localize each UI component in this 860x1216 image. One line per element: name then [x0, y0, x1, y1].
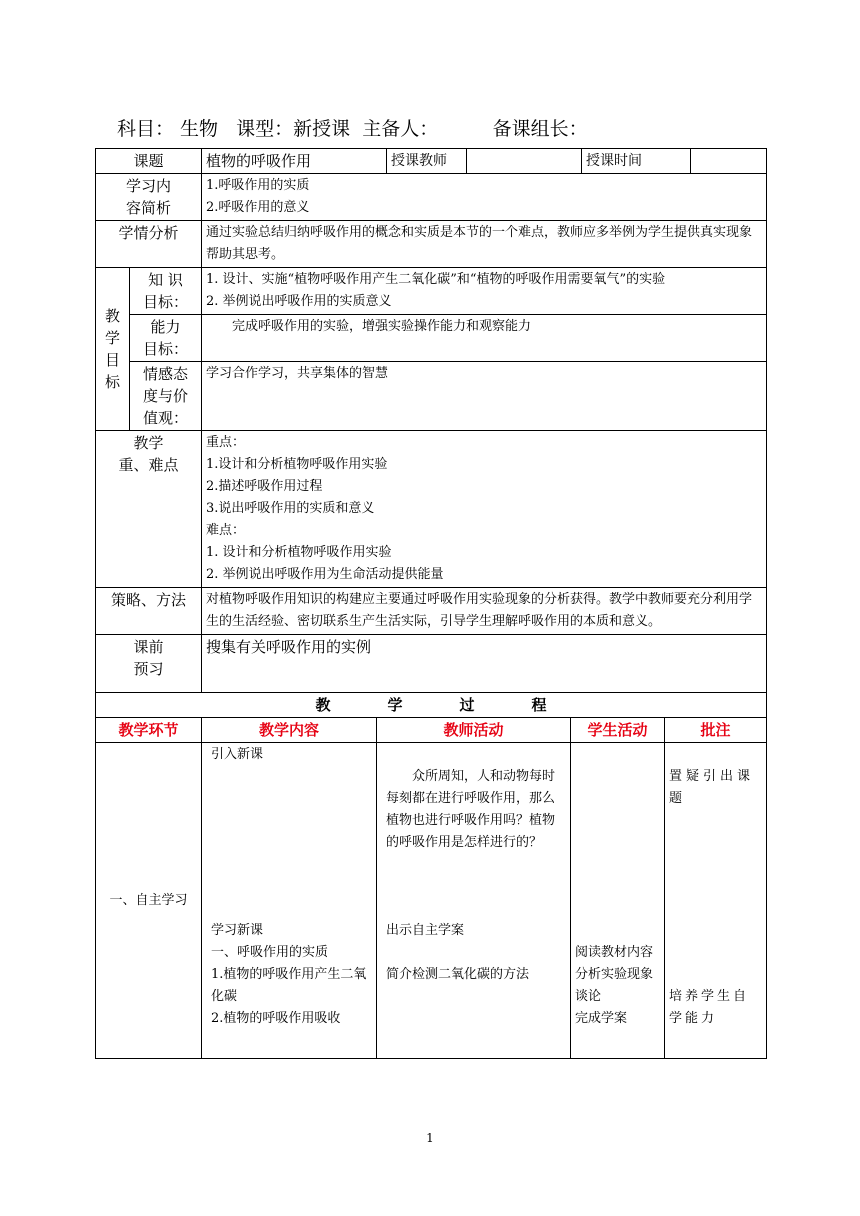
content-summary-label: 学习内 容简析: [96, 174, 202, 221]
strategy-text: 对植物呼吸作用知识的构建应主要通过呼吸作用实验现象的分析获得。教学中教师要充分利用学生的生活经验、密切联系生产生活实际，引导学生理解呼吸作用的本质和意义。: [202, 588, 767, 635]
stage-cell: 一、自主学习: [96, 743, 202, 1059]
process-header-row: [96, 718, 767, 743]
col-content-header: 教学内容: [202, 718, 377, 743]
ability-goal-row: [96, 315, 767, 362]
content-cell: 引入新课 学习新课 一、呼吸作用的实质 1.植物的呼吸作用产生二氧化碳 2.植物的呼吸作用吸收: [202, 743, 377, 1059]
subject-field: 科目： 生物: [117, 118, 219, 140]
key-points-row: [96, 431, 767, 588]
topic-label: 课题: [96, 149, 202, 174]
content-summary-items: [202, 174, 767, 221]
lesson-plan-table: [95, 148, 767, 1059]
student-activity-cell: 阅读教材内容 分析实验现象 谈论 完成学案: [571, 743, 665, 1059]
topic-value: 植物的呼吸作用: [202, 149, 387, 174]
knowledge-goal-text: 1. 设计、实施“植物呼吸作用产生二氧化碳”和“植物的呼吸作用需要氧气”的实验 2. 举例说出呼吸作用的实质意义: [202, 268, 767, 315]
analysis-row: [96, 221, 767, 268]
knowledge-goal-label: 知 识 目标：: [130, 268, 202, 315]
strategy-row: [96, 588, 767, 635]
time-label: 授课时间: [582, 149, 691, 174]
key-points-label: 教学 重、难点: [96, 431, 202, 588]
preview-row: [96, 635, 767, 693]
content-item: 1.呼吸作用的实质: [206, 178, 310, 193]
document-header: [117, 114, 588, 141]
topic-row: [96, 149, 767, 174]
content-item: 2.呼吸作用的意义: [206, 200, 310, 215]
teacher-label: 授课教师: [387, 149, 467, 174]
emotion-goal-row: [96, 362, 767, 431]
teacher-value: [467, 149, 582, 174]
goals-side-label: 教 学 目 标: [96, 268, 130, 431]
ability-goal-text: 完成呼吸作用的实验，增强实验操作能力和观察能力: [202, 315, 767, 362]
emotion-goal-label: 情感态 度与价 值观：: [130, 362, 202, 431]
emotion-goal-text: 学习合作学习，共享集体的智慧: [202, 362, 767, 431]
process-title-row: [96, 693, 767, 718]
group-leader-field: 备课组长：: [492, 118, 588, 140]
col-notes-header: 批注: [665, 718, 767, 743]
analysis-text: 通过实验总结归纳呼吸作用的概念和实质是本节的一个难点，教师应多举例为学生提供真实现象帮助其思考。: [202, 221, 767, 268]
col-teacher-header: 教师活动: [377, 718, 571, 743]
time-value: [691, 149, 767, 174]
preview-text: 搜集有关呼吸作用的实例: [202, 635, 767, 693]
content-summary-row: [96, 174, 767, 221]
knowledge-goal-row: [96, 268, 767, 315]
analysis-label: 学情分析: [96, 221, 202, 268]
strategy-label: 策略、方法: [96, 588, 202, 635]
lesson-type-field: 课型：新授课: [236, 118, 351, 140]
key-points-text: 重点： 1.设计和分析植物呼吸作用实验 2.描述呼吸作用过程 3.说出呼吸作用的实质和意义 难点： 1. 设计和分析植物呼吸作用实验 2. 举例说出呼吸作用为生命活动提供能量: [202, 431, 767, 588]
page-number: 1: [426, 1131, 434, 1145]
col-stage-header: 教学环节: [96, 718, 202, 743]
process-title: 教 学 过 程: [96, 693, 767, 718]
ability-goal-label: 能力 目标：: [130, 315, 202, 362]
preview-label: 课前 预习: [96, 635, 202, 693]
teacher-activity-cell: 众所周知，人和动物每时每刻都在进行呼吸作用，那么植物也进行呼吸作用吗？植物的呼吸作用是怎样进行的？ 出示自主学案 简介检测二氧化碳的方法: [377, 743, 571, 1059]
col-student-header: 学生活动: [571, 718, 665, 743]
preparer-field: 主备人：: [362, 118, 439, 140]
process-row: [96, 743, 767, 1059]
notes-cell: 置疑引出课题 培养学生自学能力: [665, 743, 767, 1059]
